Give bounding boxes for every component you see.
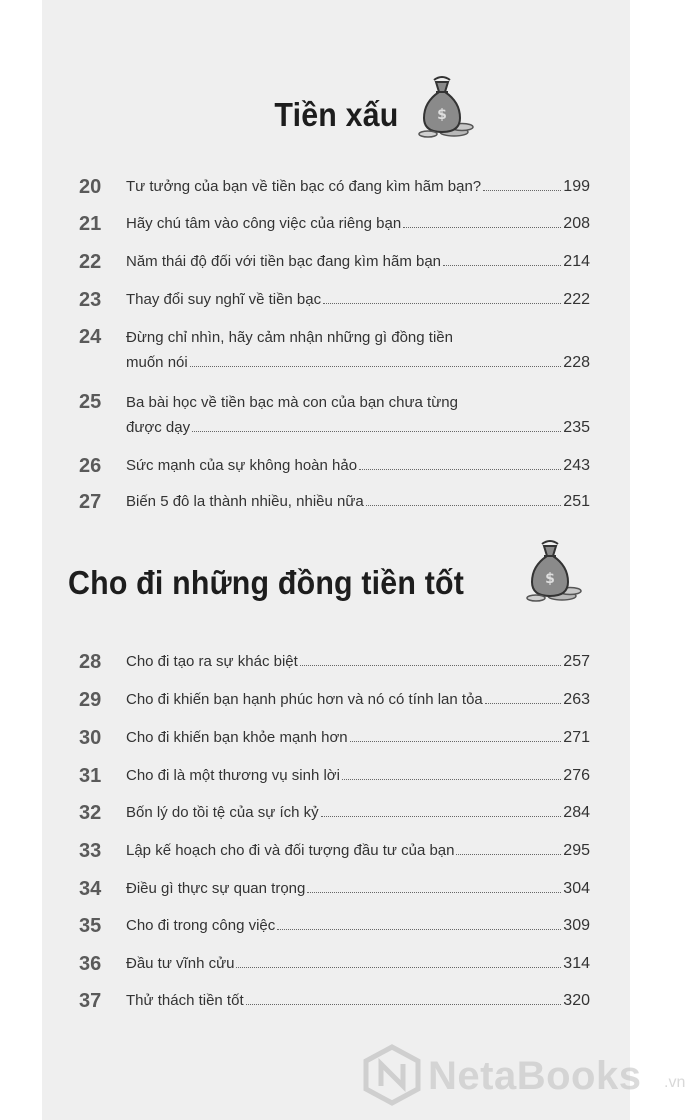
page-number: 251 [563, 493, 590, 510]
page-number: 304 [563, 880, 590, 897]
toc-line [126, 457, 590, 477]
toc-line [126, 767, 590, 787]
money-bag-icon [414, 72, 474, 142]
dot-leader [403, 226, 561, 228]
watermark-brand: NetaBooks [428, 1054, 642, 1098]
page-number: 228 [563, 354, 590, 371]
chapter-title: Cho đi khiến bạn hạnh phúc hơn và nó có tính lan tỏa [126, 691, 483, 708]
watermark [362, 1040, 692, 1110]
chapter-title-line2: muốn nói [126, 354, 188, 371]
chapter-title: Biến 5 đô la thành nhiều, nhiều nữa [126, 493, 364, 510]
page-number: 314 [563, 955, 590, 972]
chapter-title: Cho đi là một thương vụ sinh lời [126, 767, 340, 784]
dot-leader [190, 365, 562, 367]
dot-leader [483, 189, 561, 191]
toc-line [126, 419, 590, 439]
svg-text:$: $ [545, 571, 555, 587]
dot-leader [192, 430, 561, 432]
dot-leader [342, 778, 561, 780]
chapter-title-line1: Đừng chỉ nhìn, hãy cảm nhận những gì đồng tiền [126, 329, 453, 346]
chapter-title-line1: Ba bài học về tiền bạc mà con của bạn chưa từng [126, 394, 458, 411]
chapter-title: Bốn lý do tồi tệ của sự ích kỷ [126, 804, 319, 821]
chapter-number: 35 [79, 915, 102, 937]
page-number: 235 [563, 419, 590, 436]
dot-leader [350, 740, 562, 742]
toc-line [126, 992, 590, 1012]
chapter-number: 23 [79, 289, 102, 311]
dot-leader [300, 664, 562, 666]
chapter-number: 34 [79, 878, 102, 900]
page-number: 276 [563, 767, 590, 784]
toc-line [126, 178, 590, 198]
chapter-title: Điều gì thực sự quan trọng [126, 880, 306, 897]
toc-line [126, 215, 590, 235]
toc-line [126, 917, 590, 937]
toc-line [126, 842, 590, 862]
toc-line [126, 691, 590, 711]
toc-line [126, 653, 590, 673]
page-number: 320 [563, 992, 590, 1009]
chapter-number: 29 [79, 689, 102, 711]
chapter-title: Năm thái độ đối với tiền bạc đang kìm hãm bạn [126, 253, 442, 270]
chapter-number: 37 [79, 990, 102, 1012]
chapter-number: 30 [79, 727, 102, 749]
toc-line [126, 880, 590, 900]
chapter-title: Cho đi trong công việc [126, 917, 276, 934]
chapter-title: Lập kế hoạch cho đi và đối tượng đầu tư của bạn [126, 842, 455, 859]
svg-text:$: $ [437, 107, 447, 123]
chapter-number: 28 [79, 651, 102, 673]
chapter-title-line2: được dạy [126, 419, 191, 436]
section-title-text: Cho đi những đồng tiền tốt [68, 564, 465, 601]
page-number: 263 [563, 691, 590, 708]
chapter-number: 24 [79, 326, 102, 348]
dot-leader [277, 928, 561, 930]
chapter-title: Thay đổi suy nghĩ về tiền bạc [126, 291, 322, 308]
dot-leader [307, 891, 561, 893]
watermark-suffix: .vn [664, 1074, 686, 1091]
page-number: 208 [563, 215, 590, 232]
dot-leader [366, 504, 562, 506]
chapter-number: 36 [79, 953, 102, 975]
page-number: 257 [563, 653, 590, 670]
page-number: 309 [563, 917, 590, 934]
toc-line [126, 493, 590, 513]
chapter-number: 33 [79, 840, 102, 862]
dot-leader [236, 966, 561, 968]
dot-leader [359, 468, 561, 470]
toc-line [126, 354, 590, 374]
chapter-number: 26 [79, 455, 102, 477]
chapter-title: Cho đi khiến bạn khỏe mạnh hơn [126, 729, 348, 746]
page-number: 243 [563, 457, 590, 474]
dot-leader [456, 853, 561, 855]
page-number: 214 [563, 253, 590, 270]
chapter-number: 21 [79, 213, 102, 235]
netabooks-logo-icon [362, 1044, 422, 1106]
page-number: 271 [563, 729, 590, 746]
section-title-bad-money [42, 96, 630, 134]
page-number: 284 [563, 804, 590, 821]
dot-leader [485, 702, 562, 704]
chapter-number: 22 [79, 251, 102, 273]
dot-leader [246, 1003, 562, 1005]
chapter-number: 31 [79, 765, 102, 787]
chapter-number: 27 [79, 491, 102, 513]
money-bag-icon [522, 536, 582, 606]
chapter-title: Tư tưởng của bạn về tiền bạc có đang kìm hãm bạn? [126, 178, 482, 195]
dot-leader [323, 302, 561, 304]
section-title-text: Tiền xấu [273, 96, 399, 133]
section-title-give-good-money [68, 564, 528, 602]
chapter-title: Hãy chú tâm vào công việc của riêng bạn [126, 215, 402, 232]
toc-line [126, 729, 590, 749]
page-number: 295 [563, 842, 590, 859]
toc-line [126, 955, 590, 975]
chapter-title: Cho đi tạo ra sự khác biệt [126, 653, 298, 670]
chapter-title: Đầu tư vĩnh cửu [126, 955, 235, 972]
page-number: 222 [563, 291, 590, 308]
dot-leader [321, 815, 562, 817]
toc-line [126, 291, 590, 311]
chapter-number: 20 [79, 176, 102, 198]
toc-line [126, 253, 590, 273]
dot-leader [443, 264, 561, 266]
toc-line [126, 804, 590, 824]
chapter-number: 25 [79, 391, 102, 413]
page-number: 199 [563, 178, 590, 195]
chapter-title: Thử thách tiền tốt [126, 992, 244, 1009]
chapter-number: 32 [79, 802, 102, 824]
chapter-title: Sức mạnh của sự không hoàn hảo [126, 457, 358, 474]
